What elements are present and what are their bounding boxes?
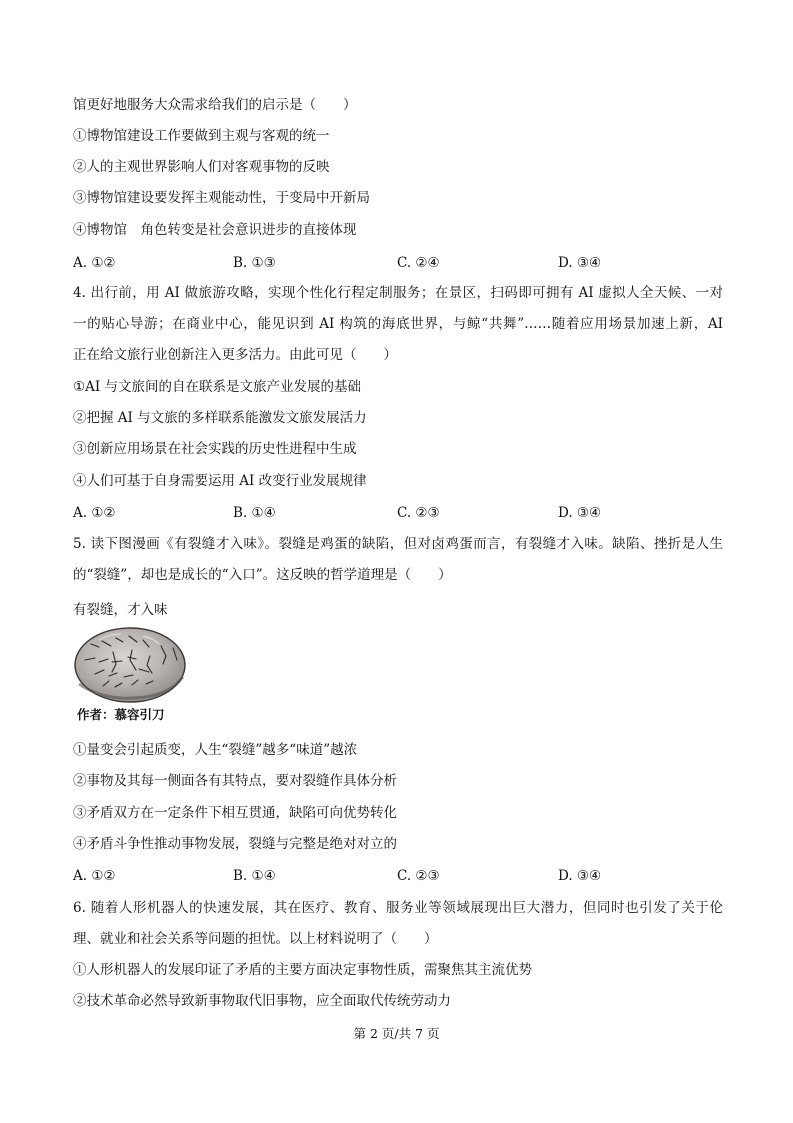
q6-item-1: ①人形机器人的发展印证了矛盾的主要方面决定事物性质，需聚焦其主流优势 (73, 962, 532, 978)
q5-cartoon (73, 600, 203, 725)
q3-item-3: ③博物馆建设要发挥主观能动性，于变局中开新局 (73, 190, 370, 206)
q3-option-d: D. ③④ (558, 255, 602, 271)
q5-option-d: D. ③④ (558, 868, 602, 884)
q5-stem-line-2: 的“裂缝”，却也是成长的“入口”。这反映的哲学道理是（ ） (73, 567, 452, 583)
q4-item-2: ②把握 AI 与文旅的多样联系能激发文旅发展活力 (73, 410, 367, 426)
q4-stem-line-1: 4. 出行前，用 AI 做旅游攻略，实现个性化行程定制服务；在景区，扫码即可拥有 AI 虚拟人全天候、一对 (73, 285, 723, 301)
cracked-egg-illustration (73, 622, 189, 704)
q6-stem-line-1: 6. 随着人形机器人的快速发展，其在医疗、教育、服务业等领域展现出巨大潜力，但同时也引发了关于伦 (73, 900, 723, 916)
q3-stem: 馆更好地服务大众需求给我们的启示是（ ） (73, 97, 357, 113)
q5-option-a: A. ①② (73, 868, 116, 884)
cartoon-title: 有裂缝，才入味 (73, 602, 168, 618)
q5-option-c: C. ②③ (397, 868, 440, 884)
cartoon-author: 作者：慕容引刀 (77, 707, 165, 722)
q5-item-3: ③矛盾双方在一定条件下相互贯通，缺陷可向优势转化 (73, 805, 397, 821)
q4-item-4: ④人们可基于自身需要运用 AI 改变行业发展规律 (73, 473, 367, 489)
q3-option-c: C. ②④ (397, 255, 440, 271)
q5-option-b: B. ①④ (233, 868, 276, 884)
q3-option-b: B. ①③ (233, 255, 276, 271)
q5-item-2: ②事物及其每一侧面各有其特点，要对裂缝作具体分析 (73, 773, 397, 789)
q3-option-a: A. ①② (73, 255, 116, 271)
q4-option-a: A. ①② (73, 505, 116, 521)
q3-item-2: ②人的主观世界影响人们对客观事物的反映 (73, 159, 330, 175)
q4-option-d: D. ③④ (558, 505, 602, 521)
q4-option-b: B. ①④ (233, 505, 276, 521)
q4-option-c: C. ②③ (397, 505, 440, 521)
q5-item-1: ①量变会引起质变，人生“裂缝”越多“味道”越浓 (73, 742, 358, 758)
q3-item-1: ①博物馆建设工作要做到主观与客观的统一 (73, 128, 330, 144)
page-footer: 第 2 页/共 7 页 (353, 1026, 440, 1041)
q4-item-3: ③创新应用场景在社会实践的历史性进程中生成 (73, 441, 357, 457)
q5-stem-line-1: 5. 读下图漫画《有裂缝才入味》。裂缝是鸡蛋的缺陷，但对卤鸡蛋而言，有裂缝才入味。缺陷、挫折是人生 (73, 536, 723, 552)
q6-item-2: ②技术革命必然导致新事物取代旧事物，应全面取代传统劳动力 (73, 993, 451, 1009)
q4-item-1: ①AI 与文旅间的自在联系是文旅产业发展的基础 (73, 379, 361, 395)
q4-stem-line-3: 正在给文旅行业创新注入更多活力。由此可见（ ） (73, 347, 397, 363)
q5-item-4: ④矛盾斗争性推动事物发展，裂缝与完整是绝对对立的 (73, 836, 397, 852)
q3-item-4: ④博物馆 角色转变是社会意识进步的直接体现 (73, 222, 357, 238)
q6-stem-line-2: 理、就业和社会关系等问题的担忧。以上材料说明了（ ） (73, 931, 438, 947)
q4-stem-line-2: 一的贴心导游；在商业中心，能见识到 AI 构筑的海底世界，与鲸“共舞”……随着应用场景加速上新，AI (73, 316, 723, 332)
